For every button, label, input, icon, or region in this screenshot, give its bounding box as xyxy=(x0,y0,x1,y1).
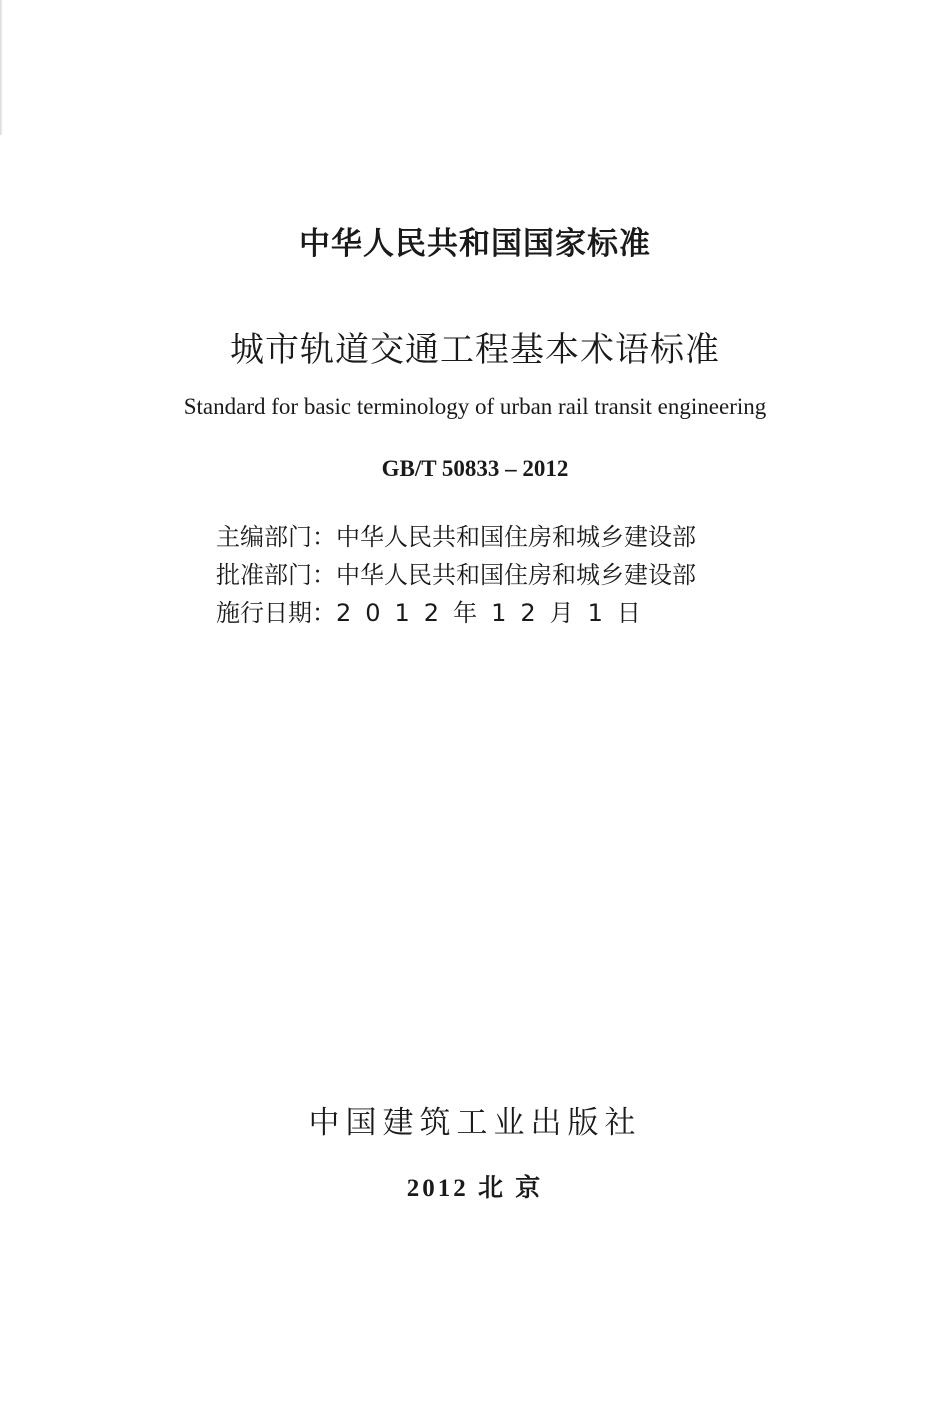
meta-value: 2012年12月1日 xyxy=(336,599,655,627)
meta-row-effective-date xyxy=(216,596,696,634)
meta-label: 主编部门： xyxy=(216,523,336,551)
meta-row-editor xyxy=(216,520,696,558)
place-year: 2012 北 京 xyxy=(406,1175,544,1202)
meta-value: 中华人民共和国住房和城乡建设部 xyxy=(336,523,696,551)
meta-row-approver xyxy=(216,558,696,596)
publisher: 中国建筑工业出版社 xyxy=(308,1105,642,1141)
national-standard-heading: 中华人民共和国国家标准 xyxy=(299,226,651,262)
scan-edge-shadow xyxy=(0,0,3,135)
meta-label: 施行日期： xyxy=(216,599,336,627)
title-english: Standard for basic terminology of urban rail transit engineering xyxy=(183,394,767,419)
title-chinese: 城市轨道交通工程基本术语标准 xyxy=(230,330,720,370)
meta-label: 批准部门： xyxy=(216,561,336,589)
standard-code: GB/T 50833 – 2012 xyxy=(381,456,569,481)
metadata-block xyxy=(216,520,696,634)
meta-value: 中华人民共和国住房和城乡建设部 xyxy=(336,561,696,589)
